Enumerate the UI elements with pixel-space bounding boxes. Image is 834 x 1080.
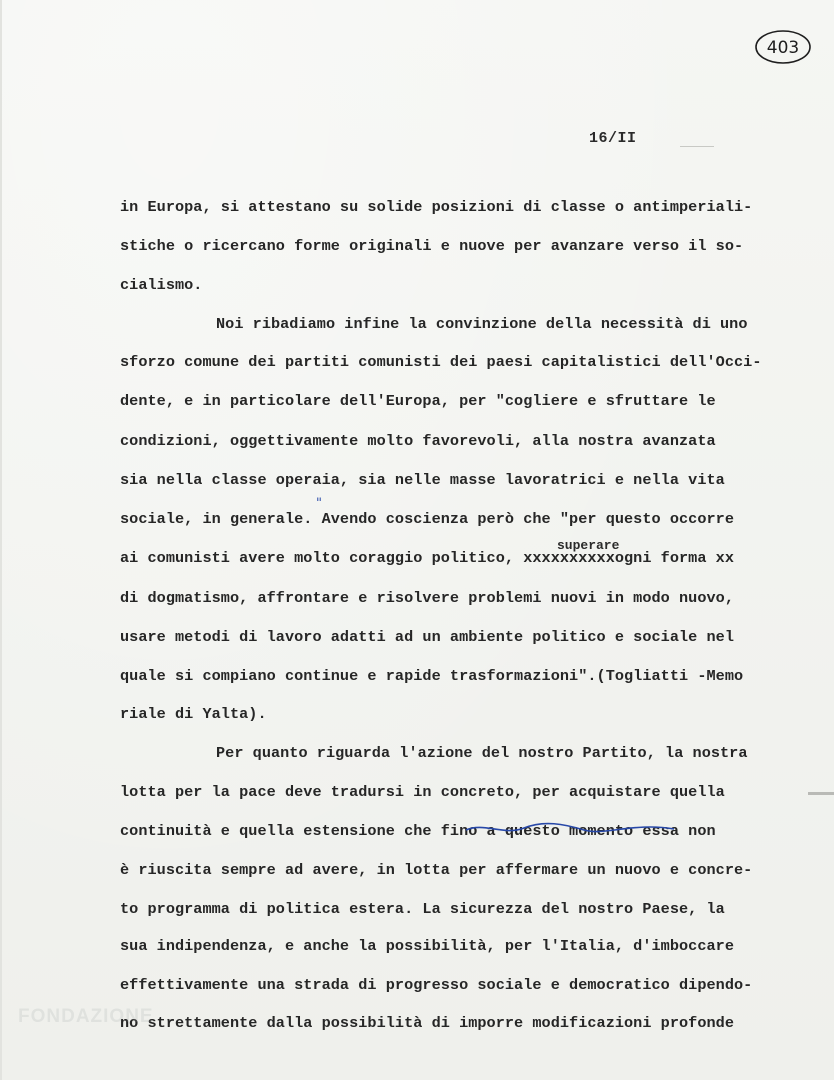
text-line: to programma di politica estera. La sicurezza del nostro Paese, la [120,900,725,918]
text-line: sociale, in generale. Avendo coscienza però che "per questo occorre [120,510,734,528]
text-line-with-strikeout: ai comunisti avere molto coraggio politico, xxxxxxxxxxogni forma xx [120,549,734,567]
text-line: dente, e in particolare dell'Europa, per "cogliere e sfruttare le [120,392,716,410]
text-line: cialismo. [120,276,203,294]
text-line: sua indipendenza, e anche la possibilità, per l'Italia, d'imboccare [120,937,734,955]
archive-watermark [8,984,154,1074]
handwritten-quote-mark: " [316,496,322,511]
margin-dash [680,146,714,147]
text-line: no strettamente dalla possibilità di imporre modificazioni profonde [120,1014,734,1032]
pen-strikethrough-mark [464,816,676,840]
edge-mark [808,792,834,795]
text-line: riale di Yalta). [120,705,267,723]
text-line: in Europa, si attestano su solide posizioni di classe o antimperiali- [120,198,753,216]
text-line: effettivamente una strada di progresso sociale e democratico dipendo- [120,976,753,994]
text-line-with-handwritten-strike: continuità e quella estensione che fino a questo momento essa non [120,822,716,840]
circled-page-number [754,28,812,66]
page-number-stamp [754,28,812,66]
text-line: Per quanto riguarda l'azione del nostro Partito, la nostra [216,744,748,762]
text-line: è riuscita sempre ad avere, in lotta per affermare un nuovo e concre- [120,861,753,879]
text-line: quale si compiano continue e rapide trasformazioni".(Togliatti -Memo [120,667,744,685]
text-line: condizioni, oggettivamente molto favorevoli, alla nostra avanzata [120,432,716,450]
text-line: Noi ribadiamo infine la convinzione della necessità di uno [216,315,748,333]
text-line: di dogmatismo, affrontare e risolvere problemi nuovi in modo nuovo, [120,589,734,607]
text-line: lotta per la pace deve tradursi in concreto, per acquistare quella [120,783,725,801]
text-line: stiche o ricercano forme originali e nuove per avanzare verso il so- [120,237,744,255]
text-line: usare metodi di lavoro adatti ad un ambiente politico e sociale nel [120,628,734,646]
watermark-text: FONDAZIONE [18,1006,154,1027]
sheet-code: 16/II [589,130,637,147]
typed-insertion-superare: superare [557,538,620,553]
text-line: sia nella classe operaia, sia nelle masse lavoratrici e nella vita [120,471,725,489]
text-line: sforzo comune dei partiti comunisti dei paesi capitalistici dell'Occi- [120,353,762,371]
page-number-handwritten: 403 [766,38,800,58]
